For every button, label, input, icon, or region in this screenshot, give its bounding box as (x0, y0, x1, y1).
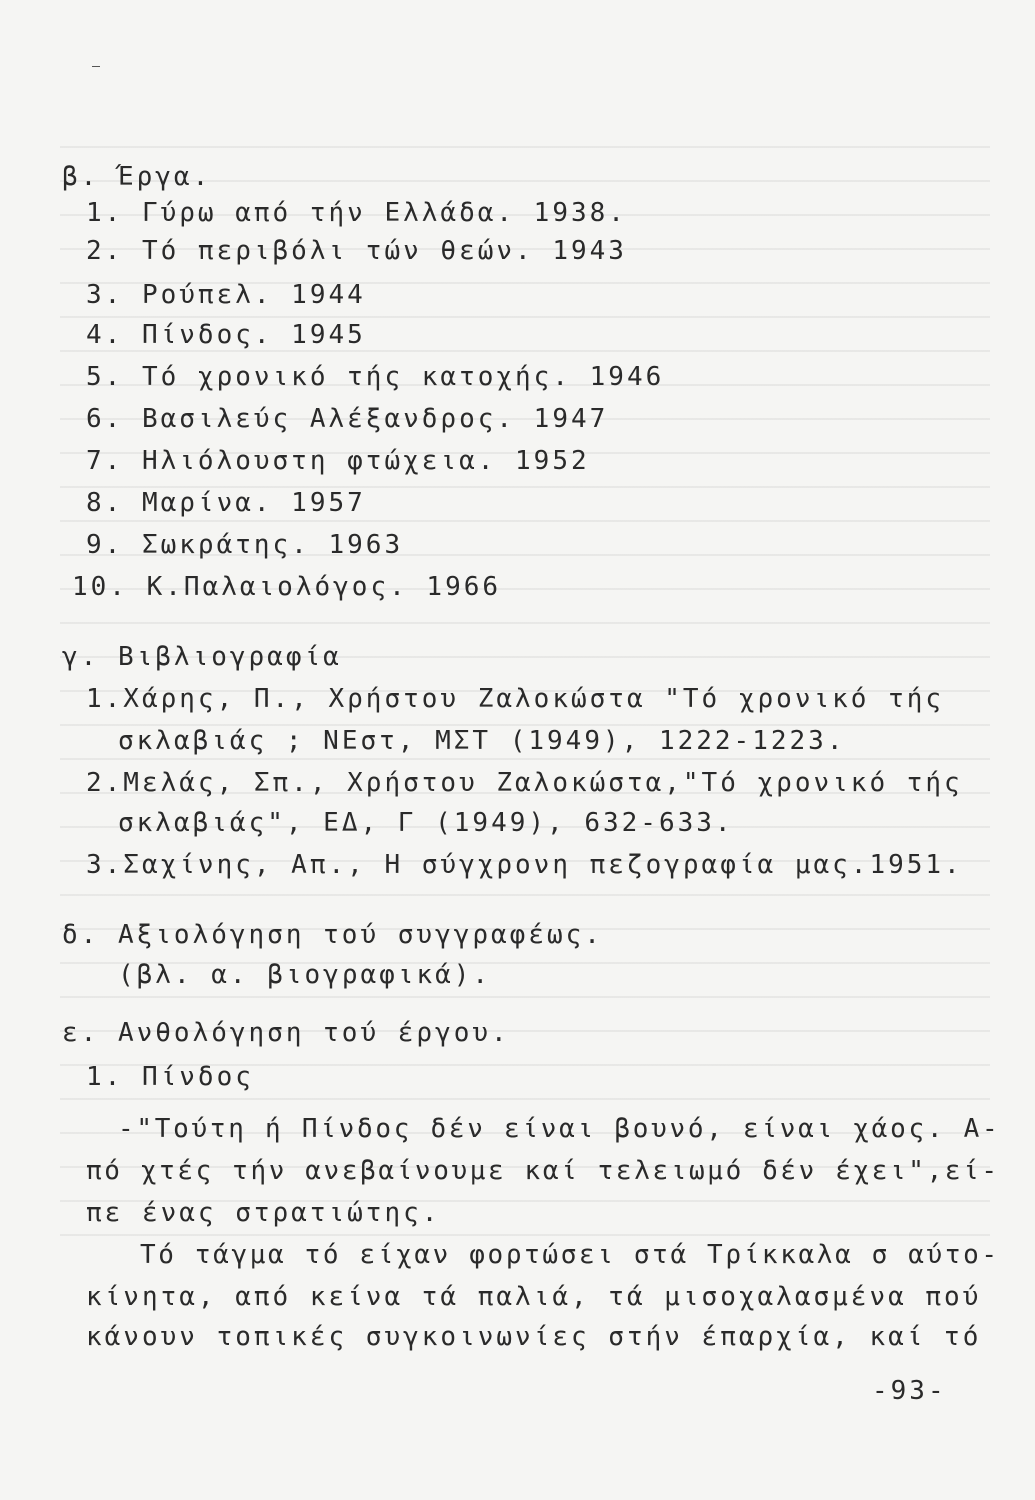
works-item-6: 6. Βασιλεύς Αλέξανδρος. 1947 (86, 404, 609, 434)
bibliography-line-3: 2.Μελάς, Σπ., Χρήστου Ζαλοκώστα,"Τό χρονικό τής (86, 768, 963, 798)
works-item-10: 10. Κ.Παλαιολόγος. 1966 (72, 572, 502, 602)
anthology-line-6: κάνουν τοπικές συγκοινωνίες στήν έπαρχία, καί τό (86, 1322, 982, 1352)
page-number: -93- (872, 1376, 947, 1406)
anthology-line-4: Τό τάγμα τό είχαν φορτώσει στά Τρίκκαλα σ αύτο- (140, 1240, 1000, 1270)
bibliography-line-4: σκλαβιάς", ΕΔ, Γ (1949), 632-633. (118, 808, 734, 838)
anthology-line-5: κίνητα, από κείνα τά παλιά, τά μισοχαλασμένα πού (86, 1282, 982, 1312)
works-item-9: 9. Σωκράτης. 1963 (86, 530, 404, 560)
works-item-3: 3. Ρούπελ. 1944 (86, 280, 366, 310)
anthology-line-2: πό χτές τήν ανεβαίνουμε καί τελειωμό δέν έχει",εί- (86, 1156, 1000, 1186)
stray-mark (92, 66, 100, 67)
bibliography-line-2: σκλαβιάς ; ΝΕστ, ΜΣΤ (1949), 1222-1223. (118, 726, 846, 756)
works-item-2: 2. Τό περιβόλι τών θεών. 1943 (86, 236, 627, 266)
anthology-heading: ε. Ανθολόγηση τού έργου. (62, 1018, 510, 1048)
evaluation-note: (βλ. α. βιογραφικά). (118, 960, 492, 990)
works-item-4: 4. Πίνδος. 1945 (86, 320, 366, 350)
anthology-line-3: πε ένας στρατιώτης. (86, 1198, 441, 1228)
works-item-7: 7. Ηλιόλουστη φτώχεια. 1952 (86, 446, 590, 476)
works-item-1: 1. Γύρω από τήν Ελλάδα. 1938. (86, 198, 627, 228)
works-item-5: 5. Τό χρονικό τής κατοχής. 1946 (86, 362, 665, 392)
bibliography-line-1: 1.Χάρης, Π., Χρήστου Ζαλοκώστα "Τό χρονικό τής (86, 684, 945, 714)
bibliography-heading: γ. Βιβλιογραφία (62, 642, 342, 672)
evaluation-heading: δ. Αξιολόγηση τού συγγραφέως. (62, 920, 603, 950)
bibliography-line-5: 3.Σαχίνης, Απ., Η σύγχρονη πεζογραφία μας.1951. (86, 850, 963, 880)
works-item-8: 8. Μαρίνα. 1957 (86, 488, 366, 518)
anthology-line-1: -"Τούτη ή Πίνδος δέν είναι βουνό, είναι χάος. Α- (118, 1114, 1001, 1144)
works-heading: β. Έργα. (62, 162, 212, 192)
anthology-subheading: 1. Πίνδος (86, 1062, 254, 1092)
